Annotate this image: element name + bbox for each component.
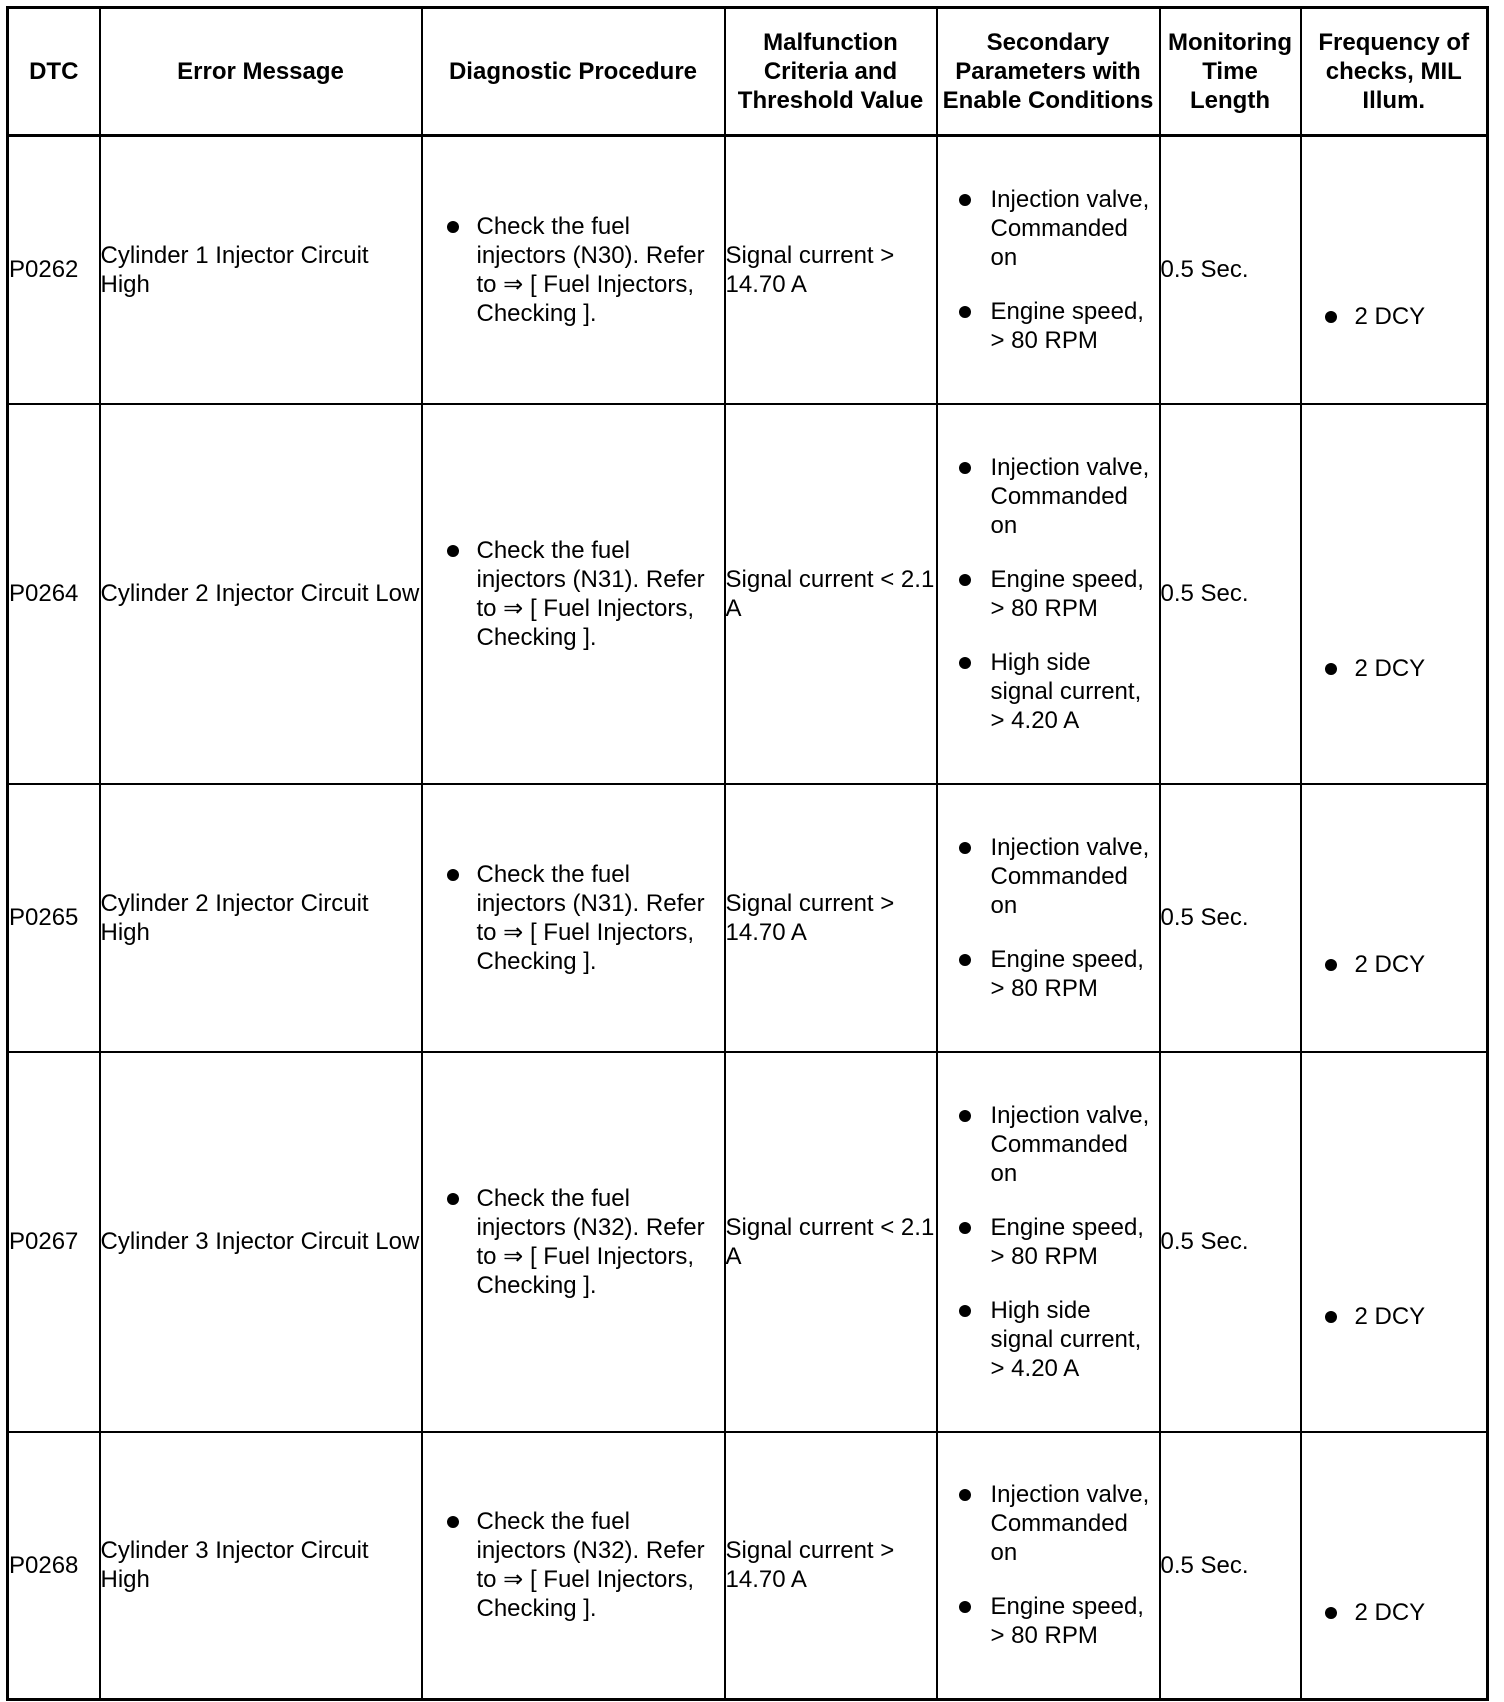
error-message: Cylinder 1 Injector Circuit High [100,136,422,404]
malfunction-criteria: Signal current > 14.70 A [725,136,937,404]
condition-item: Injection valve, Commanded on [938,1480,1159,1567]
monitoring-time: 0.5 Sec. [1160,1432,1301,1700]
header-row [8,8,1488,136]
enable-conditions [937,404,1160,784]
malfunction-criteria: Signal current > 14.70 A [725,784,937,1052]
enable-conditions [937,784,1160,1052]
frequency-item: 2 DCY [1302,654,1487,683]
procedure-item: Check the fuel injectors (N30). Refer to ⇒ [ Fuel Injectors, Checking ]. [423,212,724,328]
error-message: Cylinder 3 Injector Circuit Low [100,1052,422,1432]
malfunction-criteria: Signal current < 2.1 A [725,404,937,784]
error-message: Cylinder 2 Injector Circuit Low [100,404,422,784]
procedure-item: Check the fuel injectors (N32). Refer to ⇒ [ Fuel Injectors, Checking ]. [423,1507,724,1623]
condition-item: High side signal current, > 4.20 A [938,648,1159,735]
condition-item: Engine speed, > 80 RPM [938,1213,1159,1271]
header-dtc: DTC [8,8,100,136]
monitoring-time: 0.5 Sec. [1160,784,1301,1052]
table-row [8,1432,1488,1700]
enable-conditions [937,1052,1160,1432]
frequency-item: 2 DCY [1302,950,1487,979]
table-row [8,136,1488,404]
check-frequency [1301,404,1488,784]
table-row [8,1052,1488,1432]
procedure-item: Check the fuel injectors (N31). Refer to ⇒ [ Fuel Injectors, Checking ]. [423,536,724,652]
procedure-item: Check the fuel injectors (N31). Refer to ⇒ [ Fuel Injectors, Checking ]. [423,860,724,976]
enable-conditions [937,136,1160,404]
dtc-table [6,6,1489,1701]
header-diagnostic-procedure: Diagnostic Procedure [422,8,725,136]
condition-item: Injection valve, Commanded on [938,1101,1159,1188]
header-malfunction-criteria: Malfunction Criteria and Threshold Value [725,8,937,136]
header-frequency: Frequency of checks, MIL Illum. [1301,8,1488,136]
header-monitoring-time: Monitoring Time Length [1160,8,1301,136]
condition-item: Engine speed, > 80 RPM [938,945,1159,1003]
header-secondary-parameters: Secondary Parameters with Enable Conditions [937,8,1160,136]
check-frequency [1301,784,1488,1052]
header-error-message: Error Message [100,8,422,136]
condition-item: High side signal current, > 4.20 A [938,1296,1159,1383]
diagnostic-procedure [422,784,725,1052]
diagnostic-procedure [422,404,725,784]
procedure-item: Check the fuel injectors (N32). Refer to ⇒ [ Fuel Injectors, Checking ]. [423,1184,724,1300]
condition-item: Injection valve, Commanded on [938,453,1159,540]
diagnostic-procedure [422,1432,725,1700]
malfunction-criteria: Signal current < 2.1 A [725,1052,937,1432]
dtc-code: P0262 [8,136,100,404]
table-row [8,404,1488,784]
dtc-code: P0267 [8,1052,100,1432]
monitoring-time: 0.5 Sec. [1160,404,1301,784]
frequency-item: 2 DCY [1302,1302,1487,1331]
check-frequency [1301,1052,1488,1432]
condition-item: Engine speed, > 80 RPM [938,1592,1159,1650]
frequency-item: 2 DCY [1302,302,1487,331]
error-message: Cylinder 3 Injector Circuit High [100,1432,422,1700]
condition-item: Engine speed, > 80 RPM [938,565,1159,623]
condition-item: Injection valve, Commanded on [938,185,1159,272]
malfunction-criteria: Signal current > 14.70 A [725,1432,937,1700]
error-message: Cylinder 2 Injector Circuit High [100,784,422,1052]
monitoring-time: 0.5 Sec. [1160,1052,1301,1432]
dtc-code: P0268 [8,1432,100,1700]
condition-item: Injection valve, Commanded on [938,833,1159,920]
frequency-item: 2 DCY [1302,1598,1487,1627]
table-row [8,784,1488,1052]
condition-item: Engine speed, > 80 RPM [938,297,1159,355]
check-frequency [1301,136,1488,404]
diagnostic-procedure [422,136,725,404]
monitoring-time: 0.5 Sec. [1160,136,1301,404]
diagnostic-procedure [422,1052,725,1432]
enable-conditions [937,1432,1160,1700]
dtc-code: P0265 [8,784,100,1052]
check-frequency [1301,1432,1488,1700]
dtc-code: P0264 [8,404,100,784]
